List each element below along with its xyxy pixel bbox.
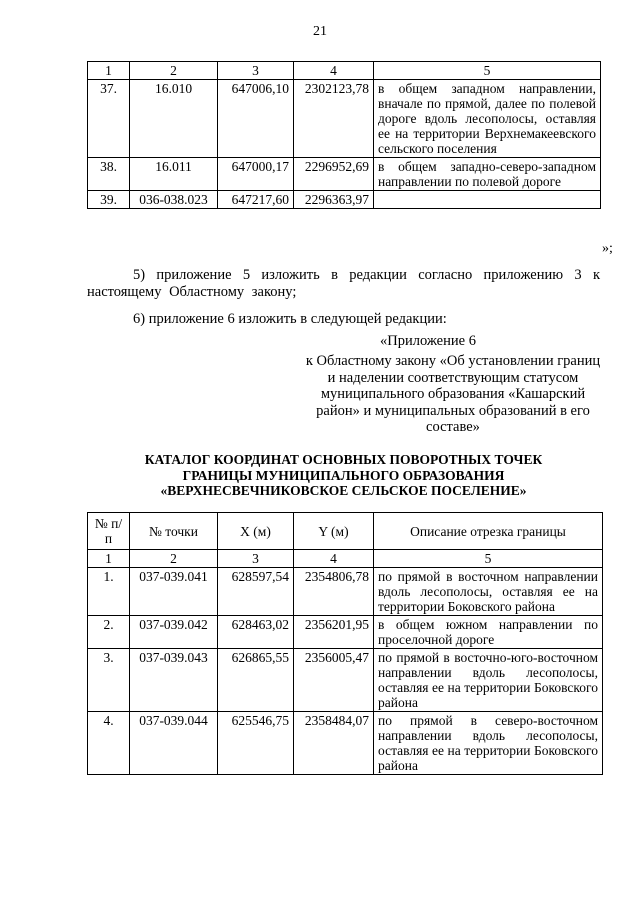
- column-number: 5: [374, 550, 603, 568]
- x-coordinate: 647006,10: [218, 80, 294, 158]
- x-coordinate: 625546,75: [218, 712, 294, 775]
- table-header-row: [88, 513, 603, 550]
- column-header-index: № п/п: [88, 513, 130, 550]
- closing-quote: »;: [602, 241, 613, 256]
- y-coordinate: 2296363,97: [294, 191, 374, 209]
- row-number: 3.: [88, 649, 130, 712]
- table-row: [88, 649, 603, 712]
- point-id: 037-039.042: [130, 616, 218, 649]
- segment-description: в общем западно-северо-западном направлении по полевой дороге: [374, 158, 601, 191]
- table-row: [88, 568, 603, 616]
- coordinates-table-continued: [87, 61, 601, 209]
- row-number: 1.: [88, 568, 130, 616]
- y-coordinate: 2358484,07: [294, 712, 374, 775]
- column-number: 3: [218, 550, 294, 568]
- column-header-point: № точки: [130, 513, 218, 550]
- row-number: 2.: [88, 616, 130, 649]
- column-number: 2: [130, 550, 218, 568]
- point-id: 037-039.044: [130, 712, 218, 775]
- row-number: 39.: [88, 191, 130, 209]
- table-header-row: [88, 62, 601, 80]
- x-coordinate: 647217,60: [218, 191, 294, 209]
- point-id: 037-039.041: [130, 568, 218, 616]
- segment-description: [374, 191, 601, 209]
- row-number: 37.: [88, 80, 130, 158]
- column-number: 1: [88, 62, 130, 80]
- point-id: 16.010: [130, 80, 218, 158]
- paragraph-text: 6) приложение 6 изложить в следующей редакции:: [133, 311, 447, 327]
- point-id: 036-038.023: [130, 191, 218, 209]
- segment-description: в общем западном направлении, вначале по прямой, далее по полевой дороге вдоль лесополосы, оставляя ее на территории Верхнемакеевского сельского поселения: [374, 80, 601, 158]
- column-number: 5: [374, 62, 601, 80]
- x-coordinate: 626865,55: [218, 649, 294, 712]
- catalog-heading-line: «ВЕРХНЕСВЕЧНИКОВСКОЕ СЕЛЬСКОЕ ПОСЕЛЕНИЕ»: [160, 483, 527, 498]
- x-coordinate: 628463,02: [218, 616, 294, 649]
- table-row: [88, 191, 601, 209]
- table-row: [88, 712, 603, 775]
- y-coordinate: 2356201,95: [294, 616, 374, 649]
- x-coordinate: 628597,54: [218, 568, 294, 616]
- x-coordinate: 647000,17: [218, 158, 294, 191]
- table-row: [88, 616, 603, 649]
- appendix-caption: к Областному закону «Об установлении границ и наделении соответствующим статусом муниципального образования «Кашарский район» и муниципальных образований в его составе»: [305, 353, 601, 435]
- row-number: 4.: [88, 712, 130, 775]
- y-coordinate: 2354806,78: [294, 568, 374, 616]
- page-number: 21: [313, 24, 327, 39]
- point-id: 037-039.043: [130, 649, 218, 712]
- column-header-x: X (м): [218, 513, 294, 550]
- row-number: 38.: [88, 158, 130, 191]
- column-number: 3: [218, 62, 294, 80]
- table-row: [88, 80, 601, 158]
- paragraph-text: 5) приложение 5 изложить в редакции согласно приложению 3 к настоящему Областному закону;: [87, 267, 600, 300]
- catalog-heading: [87, 452, 600, 499]
- y-coordinate: 2296952,69: [294, 158, 374, 191]
- coordinates-catalog-table: [87, 512, 603, 775]
- paragraph-item-6: [87, 311, 600, 328]
- paragraph-item-5: [87, 267, 600, 301]
- catalog-heading-line: КАТАЛОГ КООРДИНАТ ОСНОВНЫХ ПОВОРОТНЫХ ТОЧЕК: [144, 452, 543, 467]
- segment-description: в общем южном направлении по проселочной дороге: [374, 616, 603, 649]
- y-coordinate: 2356005,47: [294, 649, 374, 712]
- column-number: 4: [294, 62, 374, 80]
- catalog-heading-line: ГРАНИЦЫ МУНИЦИПАЛЬНОГО ОБРАЗОВАНИЯ: [182, 467, 505, 483]
- column-header-description: Описание отрезка границы: [374, 513, 603, 550]
- segment-description: по прямой в восточном направлении вдоль лесополосы, оставляя ее на территории Боковского района: [374, 568, 603, 616]
- appendix-title: «Приложение 6: [380, 333, 476, 349]
- table-number-row: [88, 550, 603, 568]
- y-coordinate: 2302123,78: [294, 80, 374, 158]
- segment-description: по прямой в восточно-юго-восточном направлении вдоль лесополосы, оставляя ее на территории Боковского района: [374, 649, 603, 712]
- column-header-y: Y (м): [294, 513, 374, 550]
- column-number: 4: [294, 550, 374, 568]
- table-row: [88, 158, 601, 191]
- column-number: 2: [130, 62, 218, 80]
- point-id: 16.011: [130, 158, 218, 191]
- segment-description: по прямой в северо-восточном направлении вдоль лесополосы, оставляя ее на территории Боковского района: [374, 712, 603, 775]
- column-number: 1: [88, 550, 130, 568]
